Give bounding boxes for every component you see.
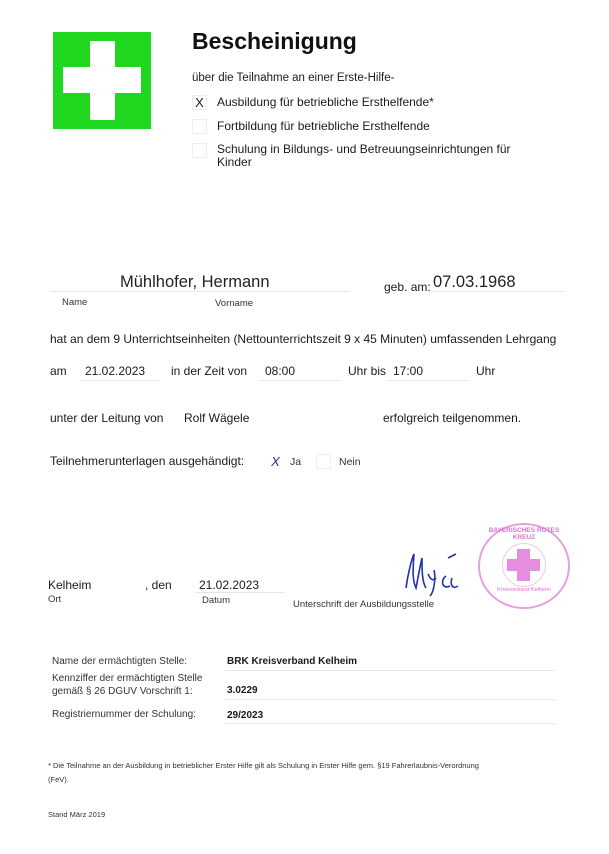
name-label: Name <box>62 297 88 308</box>
lead-label: unter der Leitung von <box>50 411 164 425</box>
time-to[interactable]: 17:00 <box>393 364 424 378</box>
firstname-label: Vorname <box>215 298 254 309</box>
signature-date[interactable]: 21.02.2023 <box>199 578 260 592</box>
checkbox-schulung[interactable] <box>192 143 207 158</box>
authority-code-underline <box>225 699 555 700</box>
stamp-bottom-text: Kreisverband Kelheim <box>497 587 551 593</box>
am-label: am <box>50 364 67 378</box>
subtitle: über die Teilnahme an einer Erste-Hilfe- <box>192 72 395 84</box>
course-date[interactable]: 21.02.2023 <box>85 364 146 378</box>
participant-name[interactable]: Mühlhofer, Hermann <box>120 273 270 291</box>
checkbox-ausbildung[interactable]: X <box>192 95 207 110</box>
materials-yes-checkbox[interactable]: X <box>268 454 283 469</box>
time-from-underline <box>260 380 340 381</box>
organization-stamp <box>478 523 570 609</box>
document-title: Bescheinigung <box>192 28 357 54</box>
birth-date[interactable]: 07.03.1968 <box>433 273 516 291</box>
materials-no-label: Nein <box>339 456 361 468</box>
signature-label: Unterschrift der Ausbildungsstelle <box>293 599 434 610</box>
den-label: , den <box>145 578 172 592</box>
stamp-top-text: BAYERISCHES ROTES KREUZ <box>488 527 560 541</box>
handwritten-signature-icon <box>398 548 464 598</box>
option-schulung-label-2: Kinder <box>217 155 252 169</box>
registration-label: Registriernummer der Schulung: <box>52 709 196 720</box>
materials-no-checkbox[interactable] <box>316 454 331 469</box>
uhr-label: Uhr <box>476 364 496 378</box>
place-value[interactable]: Kelheim <box>48 578 92 592</box>
birth-label: geb. am: <box>384 280 431 294</box>
registration-value: 29/2023 <box>227 710 264 721</box>
option-schulung-label: Schulung in Bildungs- und Betreuungseinrichtungen für <box>217 142 511 156</box>
registration-underline <box>225 723 555 724</box>
footnote-line-1: * Die Teilnahme an der Ausbildung in betrieblicher Erster Hilfe gilt als Schulung in Erster Hilfe gem. §19 Fahrerlaubnis-Verordnung <box>48 761 479 770</box>
date-underline <box>80 380 160 381</box>
time-from[interactable]: 08:00 <box>265 364 296 378</box>
success-text: erfolgreich teilgenommen. <box>383 411 522 425</box>
version-note: Stand März 2019 <box>48 810 106 819</box>
option-ausbildung-label: Ausbildung für betriebliche Ersthelfende* <box>217 95 434 109</box>
birth-underline <box>430 291 565 292</box>
time-label: in der Zeit von <box>171 364 248 378</box>
option-fortbildung-label: Fortbildung für betriebliche Ersthelfende <box>217 119 430 133</box>
authority-code-label-2: gemäß § 26 DGUV Vorschrift 1: <box>52 686 193 697</box>
time-to-underline <box>388 380 468 381</box>
authority-name-underline <box>225 670 555 671</box>
signature-date-underline <box>195 592 285 593</box>
until-label: Uhr bis <box>348 364 387 378</box>
checkbox-fortbildung[interactable] <box>192 119 207 134</box>
place-label: Ort <box>48 594 62 605</box>
date-label: Datum <box>202 595 230 606</box>
course-sentence: hat an dem 9 Unterrichtseinheiten (Nettounterrichtszeit 9 x 45 Minuten) umfassenden Lehrgang <box>50 332 557 346</box>
materials-label: Teilnehmerunterlagen ausgehändigt: <box>50 454 245 468</box>
authority-code-label-1: Kennziffer der ermächtigten Stelle <box>52 673 203 684</box>
instructor-name[interactable]: Rolf Wägele <box>184 411 250 425</box>
authority-name-label: Name der ermächtigten Stelle: <box>52 656 188 667</box>
authority-name-value: BRK Kreisverband Kelheim <box>227 656 358 667</box>
authority-code-value: 3.0229 <box>227 685 258 696</box>
footnote-line-2: (FeV). <box>48 775 69 784</box>
first-aid-logo-icon <box>53 32 151 129</box>
materials-yes-label: Ja <box>290 456 302 468</box>
